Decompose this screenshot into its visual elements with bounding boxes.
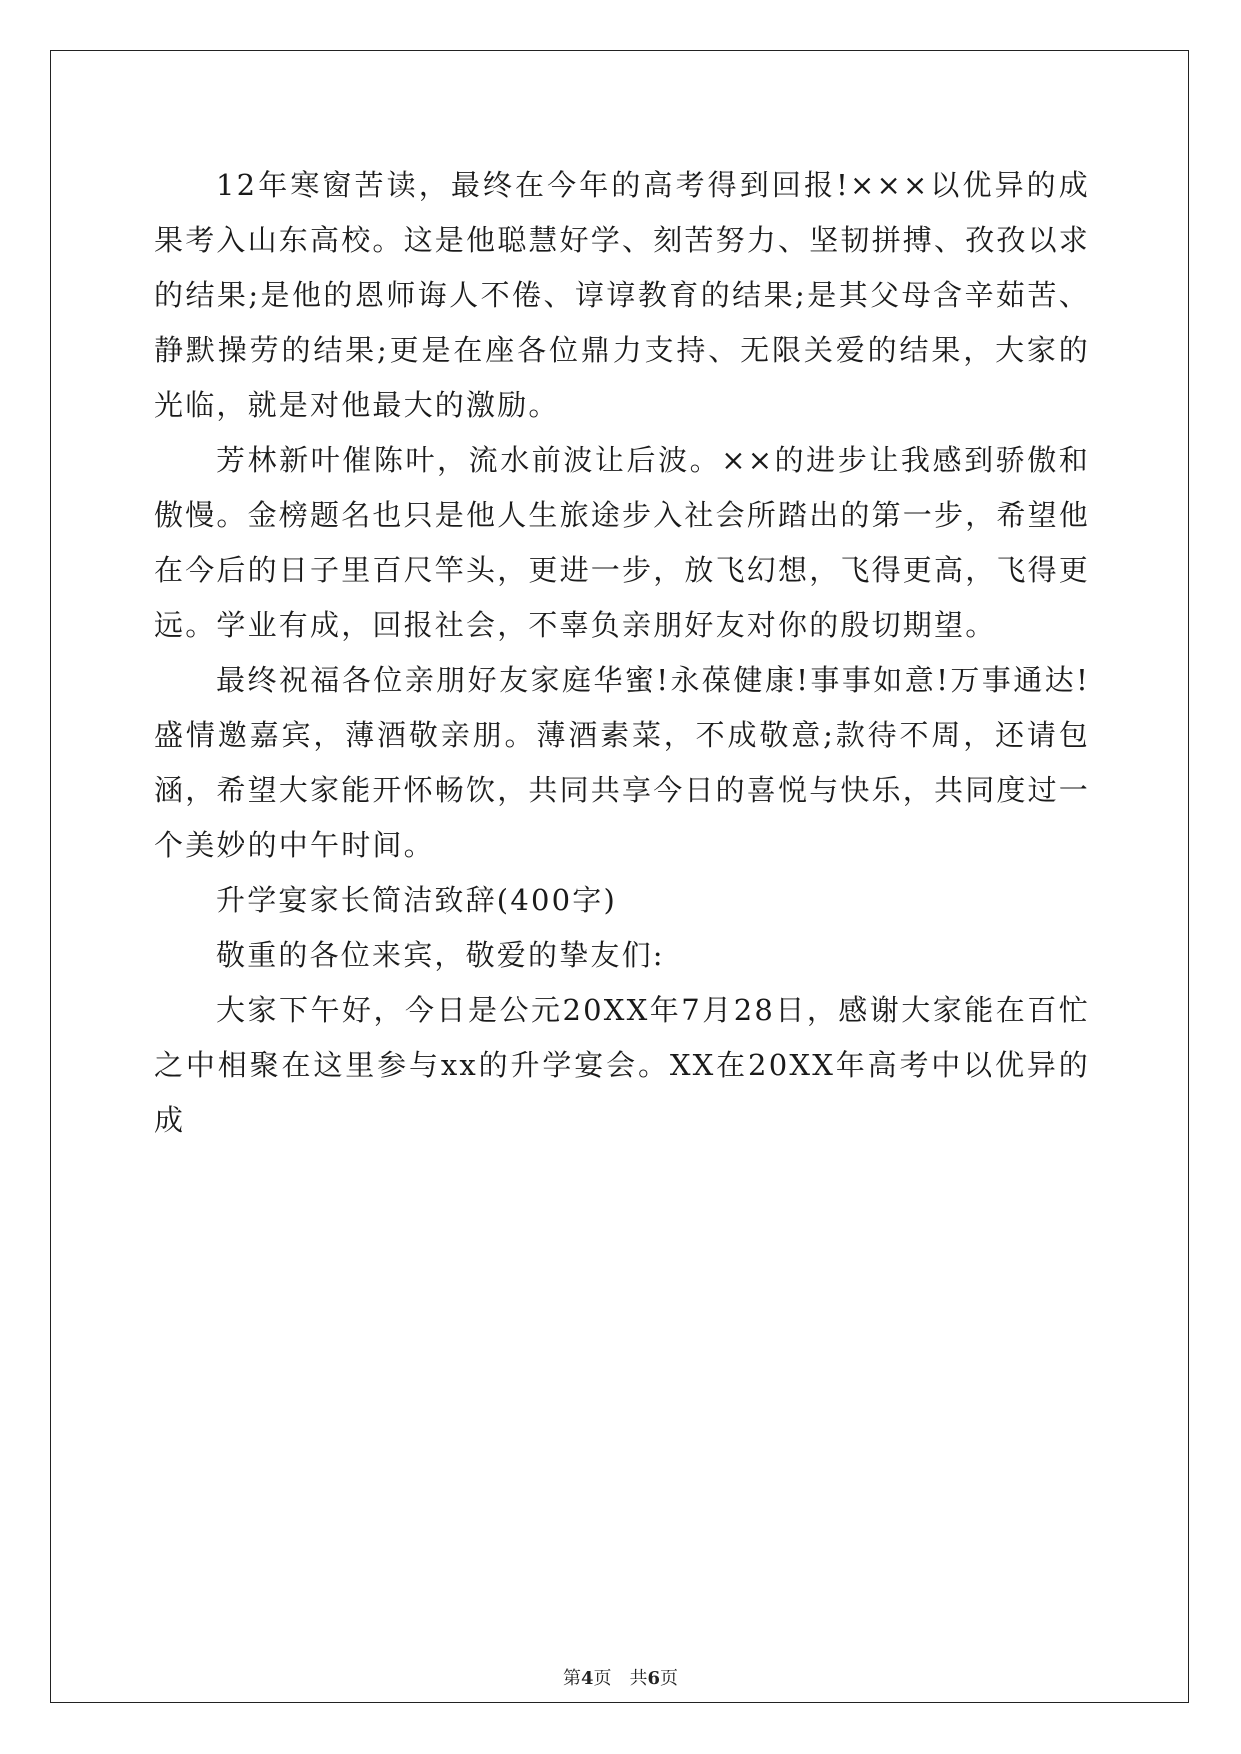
current-page-number: 4 [580,1668,594,1689]
section-heading: 升学宴家长简洁致辞(400字) [216,883,617,917]
total-page-number: 6 [647,1668,661,1689]
page-prefix: 第 [562,1668,581,1689]
page-suffix: 页 [593,1668,612,1689]
paragraph-2: 芳林新叶催陈叶，流水前波让后波。××的进步让我感到骄傲和傲慢。金榜题名也只是他人生旅途步入社会所踏出的第一步，希望他在今后的日子里百尺竿头，更进一步，放飞幻想，飞得更高，飞得更远。学业有成，回报社会，不辜负亲朋好友对你的殷切期望。 [154,443,1091,642]
total-suffix: 页 [660,1668,679,1689]
salutation: 敬重的各位来宾，敬爱的挚友们: [216,938,665,972]
document-body [154,158,1090,1148]
paragraph-3: 最终祝福各位亲朋好友家庭华蜜!永葆健康!事事如意!万事通达!盛情邀嘉宾，薄酒敬亲朋。薄酒素菜，不成敬意;款待不周，还请包涵，希望大家能开怀畅饮，共同共享今日的喜悦与快乐，共同度过一个美妙的中午时间。 [154,663,1091,862]
total-prefix: 共 [629,1668,648,1689]
page-number-footer [0,1664,1241,1690]
paragraph-4: 大家下午好，今日是公元20XX年7月28日，感谢大家能在百忙之中相聚在这里参与xx的升学宴会。XX在20XX年高考中以优异的成 [154,993,1090,1137]
paragraph-1: 12年寒窗苦读，最终在今年的高考得到回报!×××以优异的成果考入山东高校。这是他聪慧好学、刻苦努力、坚韧拼搏、孜孜以求的结果;是他的恩师诲人不倦、谆谆教育的结果;是其父母含辛茹苦、静默操劳的结果;更是在座各位鼎力支持、无限关爱的结果，大家的光临，就是对他最大的激励。 [154,168,1091,422]
